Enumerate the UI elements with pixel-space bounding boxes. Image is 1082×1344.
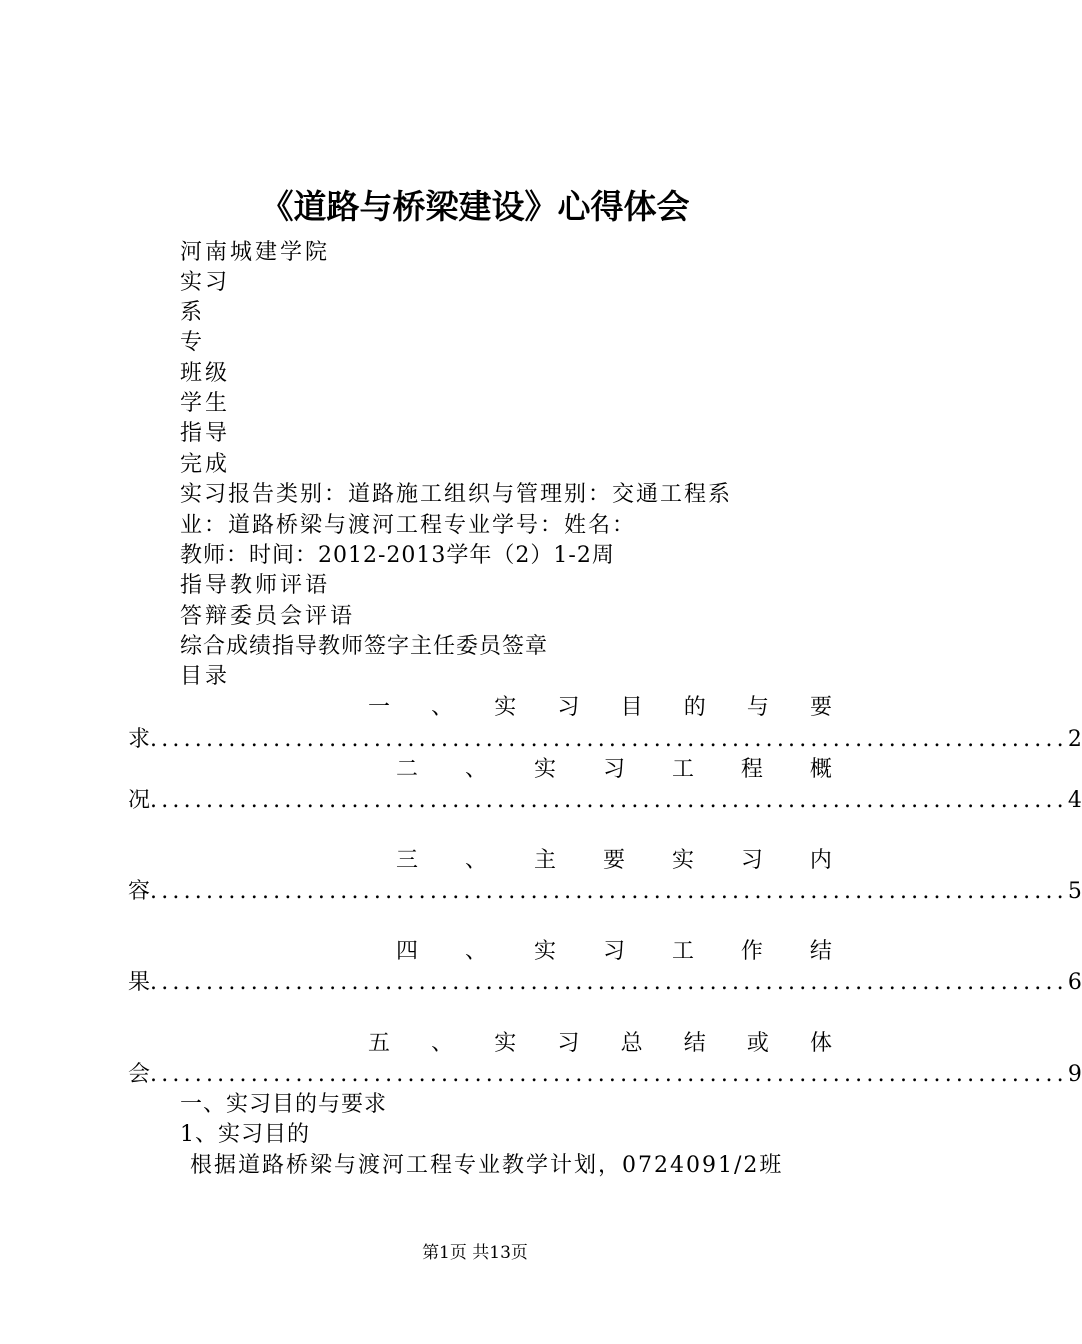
- toc-last-char: 容: [128, 879, 151, 904]
- toc-entry-5-top: [368, 1029, 832, 1059]
- toc-char: 习: [557, 1031, 580, 1056]
- page-footer: 第1页 共13页: [422, 1243, 528, 1263]
- cover-line: 答辩委员会评语: [180, 604, 356, 629]
- cover-line: 实习报告类别：道路施工组织与管理别：交通工程系: [180, 482, 733, 507]
- toc-entry-3-top: [396, 846, 832, 876]
- toc-char: 习: [740, 848, 763, 873]
- toc-entry-1-top: [368, 693, 832, 723]
- toc-leader-dots: ..................................................................................: [150, 879, 1068, 904]
- toc-char: 的: [683, 695, 706, 720]
- toc-char: 作: [740, 939, 763, 964]
- toc-entry-4-top: [396, 937, 832, 967]
- toc-page-number: 2: [1067, 727, 1082, 752]
- toc-char: 要: [809, 695, 832, 720]
- toc-heading: 目录: [180, 664, 231, 689]
- toc-page-number: 5: [1067, 879, 1082, 904]
- toc-leader-dots: ..................................................................................: [150, 970, 1068, 995]
- toc-char: 结: [683, 1031, 706, 1056]
- toc-char: 结: [809, 939, 832, 964]
- toc-char: 、: [464, 939, 487, 964]
- toc-entry-1-bottom[interactable]: [128, 725, 1082, 755]
- toc-entry-2-bottom[interactable]: [128, 786, 1082, 816]
- toc-char: 程: [740, 757, 763, 782]
- toc-char: 习: [602, 939, 625, 964]
- toc-char: 目: [620, 695, 643, 720]
- cover-line: 业：道路桥梁与渡河工程专业学号：姓名：: [180, 513, 637, 538]
- toc-char: 概: [809, 757, 832, 782]
- cover-line: 教师：时间：2012-2013学年（2）1-2周: [180, 543, 615, 568]
- toc-leader-dots: ..................................................................................: [150, 727, 1068, 752]
- toc-leader-dots: ..................................................................................: [150, 788, 1068, 813]
- toc-char: 主: [533, 848, 556, 873]
- toc-last-char: 会: [128, 1062, 151, 1087]
- toc-last-char: 况: [128, 788, 151, 813]
- toc-char: 或: [746, 1031, 769, 1056]
- toc-char: 实: [494, 1031, 517, 1056]
- cover-line: 专: [180, 330, 206, 355]
- toc-char: 四: [396, 939, 419, 964]
- toc-last-char: 果: [128, 970, 151, 995]
- cover-line: 完成: [180, 452, 231, 477]
- toc-char: 工: [671, 939, 694, 964]
- toc-char: 三: [396, 848, 419, 873]
- toc-char: 一: [368, 695, 391, 720]
- subsection-heading: 1、实习目的: [180, 1122, 310, 1147]
- toc-char: 二: [396, 757, 419, 782]
- cover-line: 学生: [180, 391, 231, 416]
- toc-char: 与: [746, 695, 769, 720]
- cover-line: 系: [180, 300, 206, 325]
- toc-entry-5-bottom[interactable]: [128, 1060, 1082, 1090]
- toc-char: 工: [671, 757, 694, 782]
- toc-page-number: 9: [1067, 1062, 1082, 1087]
- toc-last-char: 求: [128, 727, 151, 752]
- document-title: 《道路与桥梁建设》心得体会: [260, 187, 690, 226]
- toc-char: 实: [494, 695, 517, 720]
- cover-line: 综合成绩指导教师签字主任委员签章: [180, 634, 549, 659]
- cover-line: 河南城建学院: [180, 240, 331, 265]
- toc-char: 内: [809, 848, 832, 873]
- toc-page-number: 4: [1067, 788, 1082, 813]
- toc-leader-dots: ..................................................................................: [150, 1062, 1068, 1087]
- toc-char: 、: [431, 1031, 454, 1056]
- toc-char: 、: [464, 757, 487, 782]
- toc-char: 总: [620, 1031, 643, 1056]
- section-heading: 一、实习目的与要求: [180, 1092, 388, 1117]
- toc-char: 实: [533, 939, 556, 964]
- toc-char: 习: [557, 695, 580, 720]
- toc-page-number: 6: [1067, 970, 1082, 995]
- toc-char: 要: [602, 848, 625, 873]
- cover-line: 实习: [180, 270, 231, 295]
- toc-char: 、: [464, 848, 487, 873]
- toc-entry-4-bottom[interactable]: [128, 968, 1082, 998]
- toc-entry-3-bottom[interactable]: [128, 877, 1082, 907]
- toc-char: 习: [602, 757, 625, 782]
- toc-char: 实: [671, 848, 694, 873]
- toc-entry-2-top: [396, 755, 832, 785]
- toc-char: 五: [368, 1031, 391, 1056]
- toc-char: 、: [431, 695, 454, 720]
- cover-line: 指导: [180, 421, 231, 446]
- toc-char: 体: [809, 1031, 832, 1056]
- paragraph-text: 根据道路桥梁与渡河工程专业教学计划，0724091/2班: [190, 1153, 784, 1178]
- toc-char: 实: [533, 757, 556, 782]
- cover-line: 指导教师评语: [180, 573, 331, 598]
- cover-line: 班级: [180, 361, 231, 386]
